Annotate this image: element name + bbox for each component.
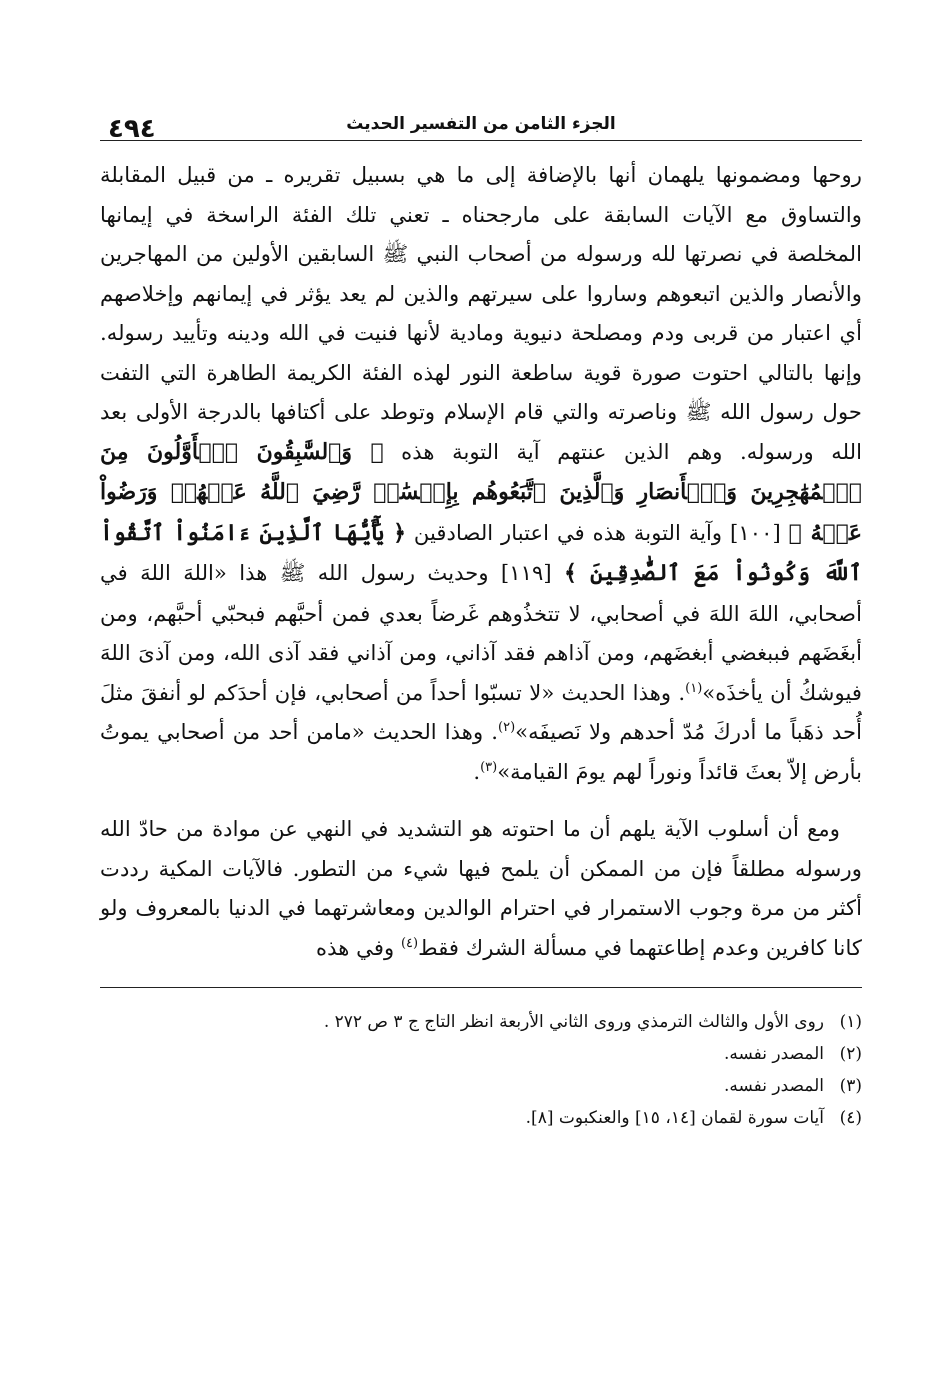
footnote-text: المصدر نفسه. [723,1044,824,1064]
footnote-number: (٤) [839,1108,862,1128]
book-page [100,100,862,1134]
footnote-divider [100,987,862,988]
main-text [100,155,862,967]
quran-verse-tawbah-100: ﴿ وَٱلسَّٰبِقُونَ ٱلۡأَوَّلُونَ مِنَ ٱلۡمُهَٰجِرِينَ وَٱلۡأَنصَارِ وَٱلَّذِينَ ٱتَّبَعُوهُم بِإِحۡسَٰنٖ رَّضِيَ ٱللَّهُ عَنۡهُمۡ وَرَضُواْ عَنۡهُ ﴾ [100,438,862,546]
footnote-marker-4[interactable]: (٤) [400,935,419,951]
footnote-item [100,1038,862,1070]
text-span: . وهذا الحديث «لا تسبّوا أحداً من أصحابي، فإن أحدَكم لو أنفقَ مثلَ أُحد ذهَباً ما أدركَ مُدّ أحدهم ولا نَصيفَه» [100,679,862,744]
page-header [100,100,862,144]
footnote-item [100,1006,862,1038]
footnote-number: (٣) [839,1076,862,1096]
text-span: . وهذا الحديث «مامن أحد من أصحابي يموتُ بأرض إلاّ بعثَ قائداً ونوراً لهم يومَ القيامة» [100,719,862,784]
footnote-text: المصدر نفسه. [723,1076,824,1096]
footnotes [100,1006,862,1134]
page-number: ٤٩٤ [108,114,156,144]
footnote-marker-2[interactable]: (٢) [498,719,516,735]
text-span: [١٠٠] وآية التوبة هذه في اعتبار الصادقين [413,519,781,545]
footnote-number: (٢) [839,1044,862,1064]
footnote-marker-3[interactable]: (٣) [480,759,498,775]
text-span: [١١٩] وحديث رسول الله ﷺ هذا «اللهَ اللهَ في أصحابي، اللهَ اللهَ في أصحابي، لا تتخذُوهم غَرضاً بعدي فمن أحبَّهم فبحبّي أحبَّهم، ومن أبغَضَهم فببغضي أبغضَهم، ومن آذاهم فقد آذاني، ومن آذاني فقد آذى الله، ومن آذىَ اللهَ فيوشكُ أن يأخذَه» [100,560,862,705]
footnote-item [100,1102,862,1134]
footnote-item [100,1070,862,1102]
paragraph-2 [100,809,862,967]
footnote-text: روى الأول والثالث الترمذي وروى الثاني الأربعة انظر التاج ج ٣ ص ٢٧٢ . [323,1012,824,1032]
footnote-marker-1[interactable]: (١) [685,680,703,696]
footnote-number: (١) [839,1012,862,1032]
footnote-text: آيات سورة لقمان [١٤، ١٥] والعنكبوت [٨]. [525,1108,824,1128]
text-span: وفي هذه [316,934,401,960]
text-span: . [473,758,481,784]
text-span: ومع أن أسلوب الآية يلهم أن ما احتوته هو التشديد في النهي عن موادة من حادّ الله ورسوله مطلقاً فإن من الممكن أن يلمح فيها شيء من التطور. فالآيات المكية رددت أكثر من مرة وجوب الاستمرار في احترام الوالدين ومعاشرتهما في الدنيا بالمعروف ولو كانا كافرين وعدم إطاعتهما في مسألة الشرك فقط [100,816,862,960]
text-span: روحها ومضمونها يلهمان أنها بالإضافة إلى ما هي بسبيل تقريره ـ من قبيل المقابلة والتساوق مع الآيات السابقة على مارجحناه ـ تعني تلك الفئة الراسخة في إيمانها المخلصة في نصرتها لله ورسوله من أصحاب النبي ﷺ السابقين الأولين من المهاجرين والأنصار والذين اتبعوهم وساروا على سيرتهم والذين لم يعد يؤثر في إيمانهم وإخلاصهم أي اعتبار من قربى ودم ومصلحة دنيوية ومادية لأنها فنيت في الله ودينه وتأييد رسوله. وإنها بالتالي احتوت صورة قوية ساطعة النور لهذه الفئة الكريمة الطاهرة التي التفت حول رسول الله ﷺ وناصرته والتي قام الإسلام وتوطد على أكتافها بالدرجة الأولى بعد الله ورسوله. وهم الذين عنتهم آية التوبة هذه [100,162,862,464]
quran-verse-tawbah-119: ﴿ يَٰٓأَيُّهَا ٱلَّذِينَ ءَامَنُواْ ٱتَّقُواْ ٱللَّهَ وَكُونُواْ مَعَ ٱلصَّٰدِقِينَ ﴾ [100,519,862,586]
running-title: الجزء الثامن من التفسير الحديث [346,114,616,134]
paragraph-1 [100,155,862,791]
